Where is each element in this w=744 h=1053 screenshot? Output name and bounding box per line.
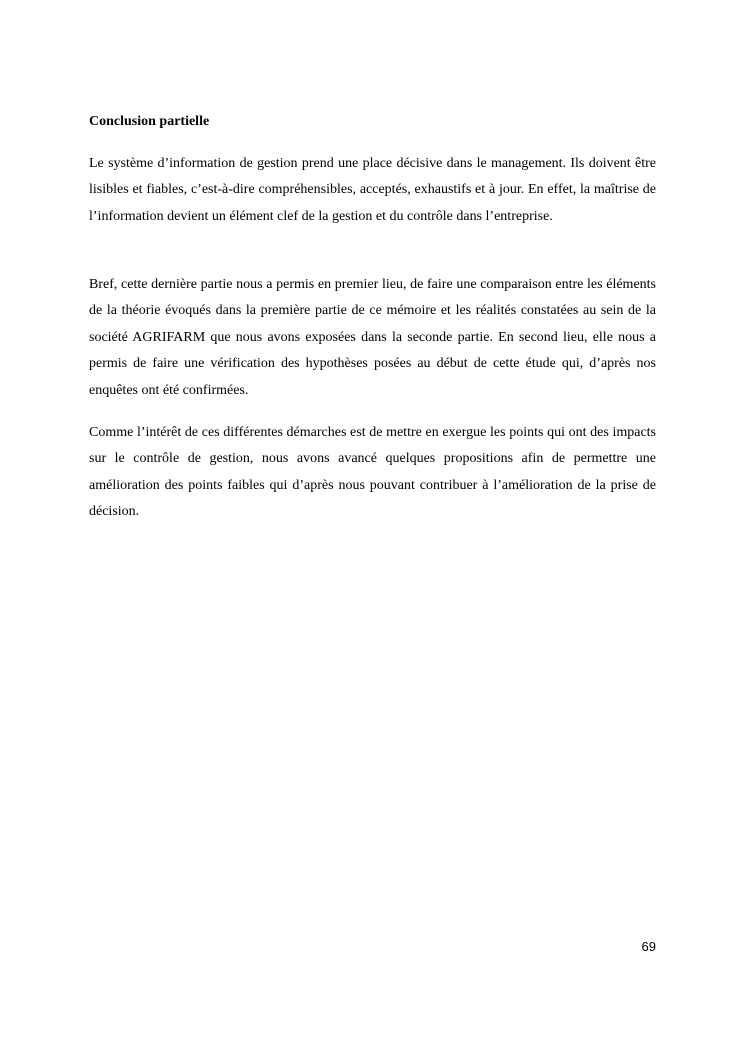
paragraph-3: Comme l’intérêt de ces différentes démarches est de mettre en exergue les points qui ont des impacts sur le contrôle de gestion, nous avons avancé quelques propositions afin de permettre une amélioration des points faibles qui d’après nous pouvant contribuer à l’amélioration de la prise de décision.	[89, 425, 656, 520]
page-number: 69	[641, 939, 656, 954]
paragraph-2: Bref, cette dernière partie nous a permis en premier lieu, de faire une comparaison entre les éléments de la théorie évoqués dans la première partie de ce mémoire et les réalités constatées au sein de la société AGRIFARM que nous avons exposées dans la seconde partie. En second lieu, elle nous a permis de faire une vérification des hypothèses posées au début de cette étude qui, d’après nos enquêtes ont été confirmées.	[89, 277, 656, 398]
paragraph-1: Le système d’information de gestion prend une place décisive dans le management. Ils doivent être lisibles et fiables, c’est-à-dire compréhensibles, acceptés, exhaustifs et à jour. En effet, la maîtrise de l’information devient un élément clef de la gestion et du contrôle dans l’entreprise.	[89, 156, 656, 224]
section-heading: Conclusion partielle	[89, 114, 210, 129]
